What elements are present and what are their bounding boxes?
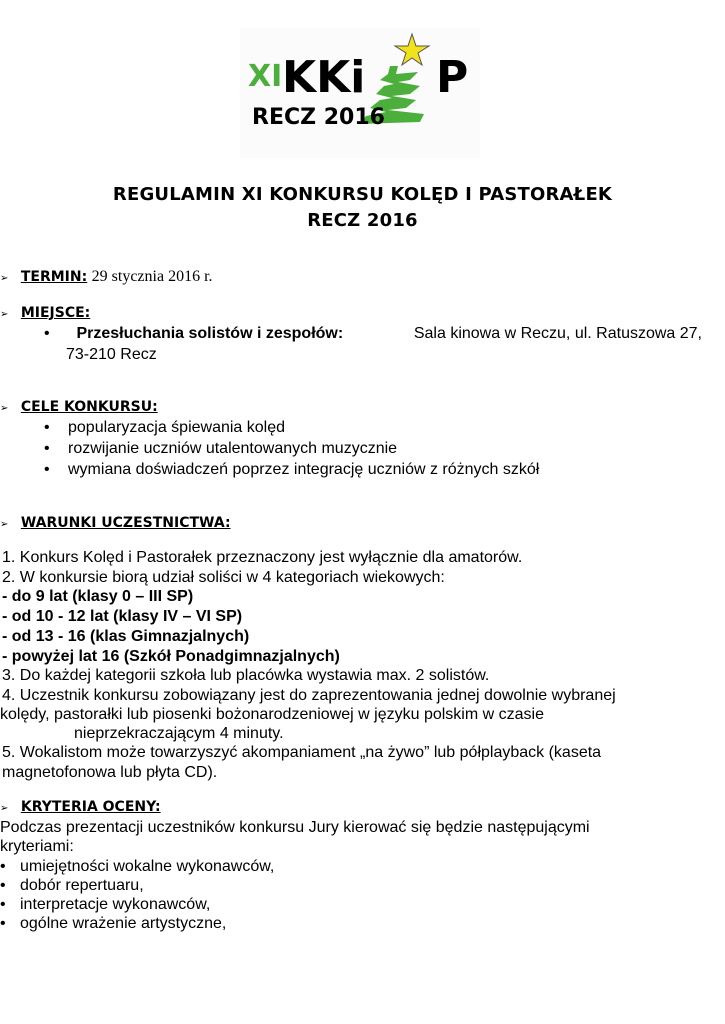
cele-label: CELE KONKURSU: (20, 399, 158, 415)
arrow-bullet-icon: ➢ (0, 803, 9, 814)
warunki-p5a: 5. Wokalistom może towarzyszyć akompaniament „na żywo” lub półplayback (kaseta (2, 744, 602, 761)
bullet-icon: • (44, 440, 50, 457)
kryteria-item-3: interpretacje wykonawców, (20, 896, 211, 913)
warunki-p1: 1. Konkurs Kolęd i Pastorałek przeznaczony jest wyłącznie dla amatorów. (2, 549, 523, 566)
warunki-cat2: - od 10 - 12 lat (klasy IV – VI SP) (2, 608, 243, 625)
bullet-icon: • (44, 325, 50, 342)
cele-item-2: rozwijanie uczniów utalentowanych muzycznie (68, 440, 398, 457)
bullet-icon: • (44, 461, 50, 478)
miejsce-bullet-text: Sala kinowa w Reczu, ul. Ratuszowa 27, (413, 325, 702, 342)
bullet-icon: • (0, 896, 6, 913)
warunki-p3: 3. Do każdej kategorii szkoła lub placówka wystawia max. 2 solistów. (2, 667, 490, 684)
logo-xi: XI (248, 59, 283, 94)
warunki-label: WARUNKI UCZESTNICTWA: (20, 515, 231, 531)
miejsce-bullet-bold: Przesłuchania solistów i zespołów: (76, 325, 344, 342)
bullet-icon: • (0, 858, 6, 875)
miejsce-bullet-text2: 73-210 Recz (66, 346, 157, 363)
arrow-bullet-icon: ➢ (0, 403, 9, 414)
bullet-icon: • (44, 419, 50, 436)
section-termin (0, 268, 213, 286)
logo-kk: KKi (282, 52, 366, 103)
warunki-p4c: nieprzekraczającym 4 minuty. (74, 725, 284, 742)
kryteria-item-2: dobór repertuaru, (20, 877, 144, 894)
section-cele (0, 398, 158, 416)
page-title-line2: RECZ 2016 (307, 210, 418, 231)
section-warunki (0, 514, 231, 532)
arrow-bullet-icon: ➢ (0, 519, 9, 530)
section-miejsce (0, 304, 90, 322)
list-item (44, 439, 397, 458)
section-kryteria (0, 798, 161, 816)
page-title-line1: REGULAMIN XI KONKURSU KOLĘD I PASTORAŁEK (112, 184, 613, 205)
miejsce-label: MIEJSCE: (20, 305, 91, 321)
cele-item-3: wymiana doświadczeń poprzez integrację uczniów z różnych szkół (68, 461, 540, 478)
bullet-icon: • (0, 915, 6, 932)
logo-graphic (240, 28, 480, 158)
warunki-cat3: - od 13 - 16 (klas Gimnazjalnych) (2, 628, 250, 645)
arrow-bullet-icon: ➢ (0, 273, 9, 284)
list-item (0, 914, 226, 933)
kryteria-item-4: ogólne wrażenie artystyczne, (20, 915, 227, 932)
warunki-p2: 2. W konkursie biorą udział soliści w 4 kategoriach wiekowych: (2, 569, 445, 586)
list-item (0, 895, 210, 914)
logo-p: P (436, 52, 469, 103)
list-item (44, 418, 285, 437)
logo-city: RECZ 2016 (252, 105, 385, 130)
warunki-p5b: magnetofonowa lub płyta CD). (2, 764, 218, 781)
termin-label: TERMIN: (20, 269, 88, 285)
cele-item-1: popularyzacja śpiewania kolęd (68, 419, 286, 436)
termin-value: 29 stycznia 2016 r. (91, 268, 213, 285)
warunki-p4a: 4. Uczestnik konkursu zobowiązany jest do zaprezentowania jednej dowolnie wybranej (2, 687, 616, 704)
warunki-p4b: kolędy, pastorałki lub piosenki bożonarodzeniowej w języku polskim w czasie (0, 706, 544, 723)
kryteria-intro2: kryteriami: (0, 838, 74, 855)
kryteria-item-1: umiejętności wokalne wykonawców, (20, 858, 275, 875)
kryteria-label: KRYTERIA OCENY: (20, 799, 161, 815)
list-item (0, 857, 274, 876)
list-item (0, 876, 144, 895)
miejsce-bullet (44, 324, 702, 343)
arrow-bullet-icon: ➢ (0, 309, 9, 320)
kryteria-intro1: Podczas prezentacji uczestników konkursu Jury kierować się będzie następującymi (0, 819, 590, 836)
warunki-cat4: - powyżej lat 16 (Szkół Ponadgimnazjalnych) (2, 648, 340, 665)
bullet-icon: • (0, 877, 6, 894)
warunki-cat1: - do 9 lat (klasy 0 – III SP) (2, 588, 194, 605)
list-item (44, 460, 539, 479)
logo (240, 28, 480, 158)
